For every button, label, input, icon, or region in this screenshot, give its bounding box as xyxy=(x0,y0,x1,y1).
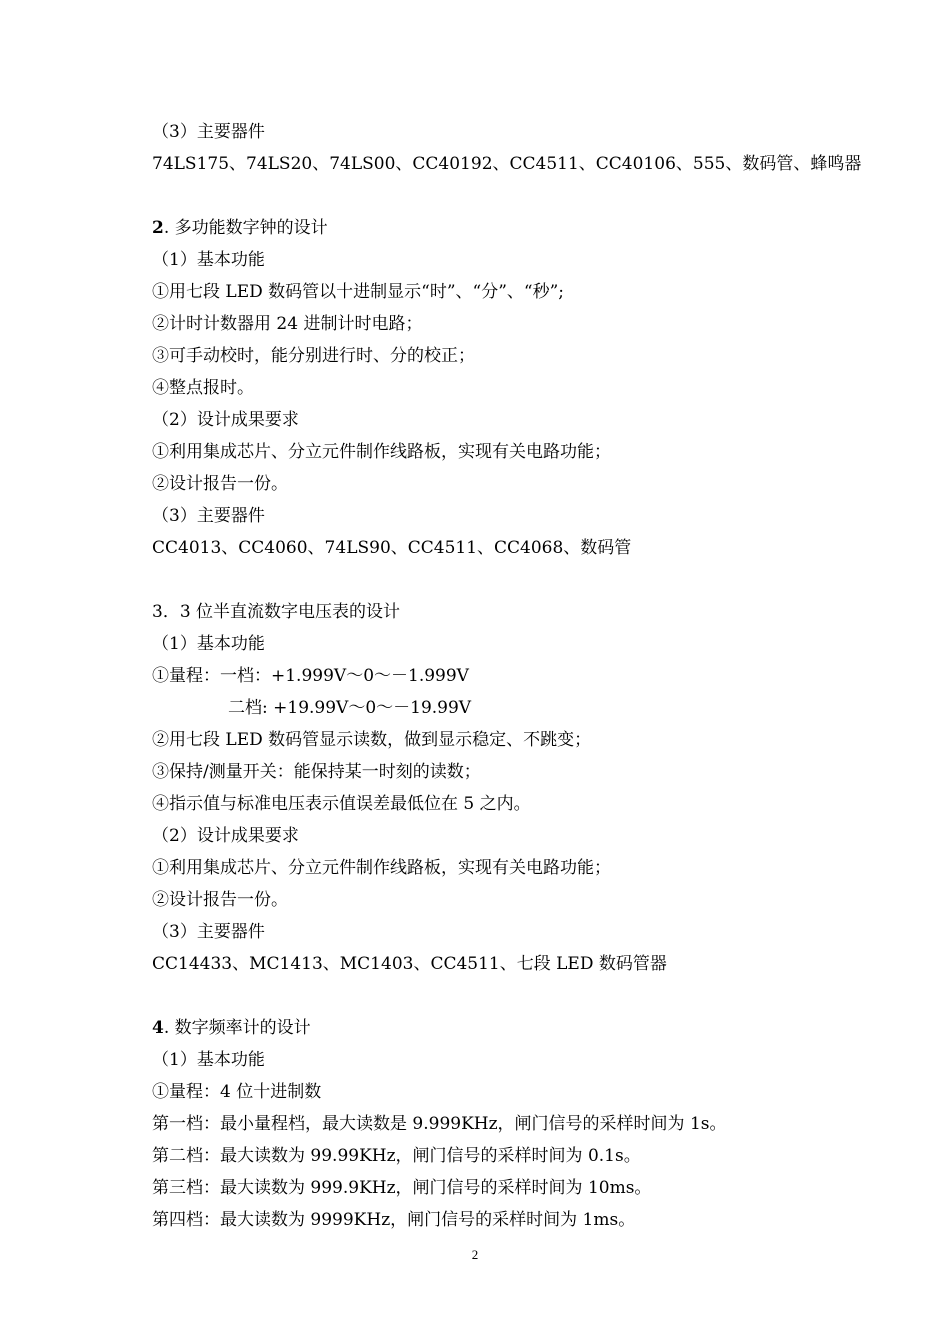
section-3-requirement-1: ①利用集成芯片、分立元件制作线路板，实现有关电路功能； xyxy=(152,858,611,878)
section-2-function-3: ③可手动校时，能分别进行时、分的校正； xyxy=(152,346,475,366)
section-4-function-1: ①量程：4 位十进制数 xyxy=(152,1082,322,1102)
section-2-function-4: ④整点报时。 xyxy=(152,378,254,398)
section-4-number: 4 xyxy=(152,1018,164,1038)
section-2-requirement-1: ①利用集成芯片、分立元件制作线路板，实现有关电路功能； xyxy=(152,442,611,462)
section-2-components-list: CC4013、CC4060、74LS90、CC4511、CC4068、数码管 xyxy=(152,538,632,558)
section-3-function-4: ④指示值与标准电压表示值误差最低位在 5 之内。 xyxy=(152,794,531,814)
section-2-function-1: ①用七段 LED 数码管以十进制显示“时”、“分”、“秒”; xyxy=(152,282,565,302)
section-3-function-3: ③保持/测量开关：能保持某一时刻的读数； xyxy=(152,762,481,782)
document-body xyxy=(152,116,872,1236)
section-4-range-3: 第三档：最大读数为 999.9KHz，闸门信号的采样时间为 10ms。 xyxy=(152,1178,652,1198)
section-3-basic-functions-heading: （1）基本功能 xyxy=(152,634,265,654)
section-3-function-2: ②用七段 LED 数码管显示读数，做到显示稳定、不跳变； xyxy=(152,730,592,750)
section-2-title-text: . 多功能数字钟的设计 xyxy=(163,218,328,238)
section-4-basic-functions-heading: （1）基本功能 xyxy=(152,1050,265,1070)
section-2-number: 2 xyxy=(152,218,164,238)
section-2-function-2: ②计时计数器用 24 进制计时电路； xyxy=(152,314,423,334)
section-3-function-1-range-2: 二档: +19.99V～0～－19.99V xyxy=(228,698,472,718)
section-1-components-heading: （3）主要器件 xyxy=(152,122,265,142)
section-3-requirements-heading: （2）设计成果要求 xyxy=(152,826,299,846)
section-3-components-heading: （3）主要器件 xyxy=(152,922,265,942)
section-3-requirement-2: ②设计报告一份。 xyxy=(152,890,288,910)
section-4-range-4: 第四档：最大读数为 9999KHz，闸门信号的采样时间为 1ms。 xyxy=(152,1210,636,1230)
section-4-range-1: 第一档：最小量程档，最大读数是 9.999KHz，闸门信号的采样时间为 1s。 xyxy=(152,1114,727,1134)
section-4-title-text: . 数字频率计的设计 xyxy=(163,1018,311,1038)
section-2-basic-functions-heading: （1）基本功能 xyxy=(152,250,265,270)
section-1-components-list: 74LS175、74LS20、74LS00、CC40192、CC4511、CC40106、555、数码管、蜂鸣器 xyxy=(152,154,862,174)
section-2-title xyxy=(152,212,872,244)
section-2-requirements-heading: （2）设计成果要求 xyxy=(152,410,299,430)
section-2-components-heading: （3）主要器件 xyxy=(152,506,265,526)
section-2-requirement-2: ②设计报告一份。 xyxy=(152,474,288,494)
section-3-title: 3．3 位半直流数字电压表的设计 xyxy=(152,602,401,622)
section-3-function-1: ①量程：一档：+1.999V～0～－1.999V xyxy=(152,666,469,686)
section-4-range-2: 第二档：最大读数为 99.99KHz，闸门信号的采样时间为 0.1s。 xyxy=(152,1146,641,1166)
section-3-components-list: CC14433、MC1413、MC1403、CC4511、七段 LED 数码管器 xyxy=(152,954,667,974)
page-number: 2 xyxy=(471,1247,479,1262)
section-4-title xyxy=(152,1012,872,1044)
